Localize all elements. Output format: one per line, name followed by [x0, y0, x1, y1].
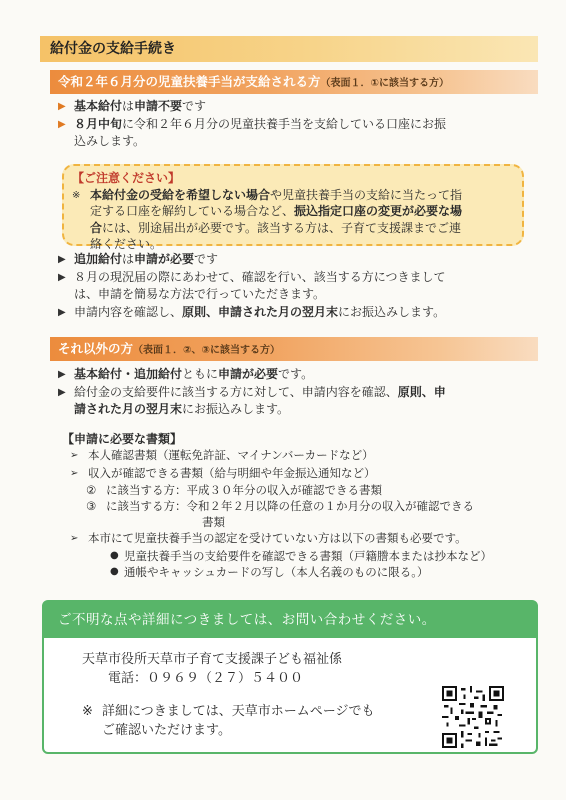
triangle-right-icon: ▶: [58, 386, 66, 398]
section-heading-text: 令和２年６月分の児童扶養手当が支給される方: [58, 74, 321, 89]
caution-box: [62, 164, 524, 251]
case-number: ②: [86, 483, 97, 497]
doc-item-id: ➢ 本人確認書類（運転免許証、マイナンバーカードなど）: [70, 447, 540, 465]
office-name: 天草市役所天草市子育て支援課子ども福祉係: [82, 652, 343, 667]
doc-item-income: ➢ 収入が確認できる書類（給与明細や年金振込通知など）: [70, 465, 540, 483]
phone-number: 電話：０９６９（２７）５４００: [108, 671, 304, 686]
website-note: ※ 詳細につきましては、天草市ホームページでも ご確認いただけます。: [82, 704, 375, 738]
section1-list-top: [58, 98, 532, 151]
list-item-payout-date: ▶ ８月中旬に令和２年６月分の児童扶養手当を支給している口座にお振 込みします。: [58, 116, 447, 148]
triangle-right-icon: ▶: [58, 254, 66, 265]
qr-code-icon[interactable]: [442, 686, 504, 748]
documents-list: [70, 447, 540, 580]
section-heading-note: （表面１．①に該当する方）: [320, 78, 449, 89]
triangle-right-icon: ▶: [58, 271, 66, 283]
list-item-august-review: ▶ ８月の現況届の際にあわせて、確認を行い、該当する方につきまして は、申請を簡易な方法で行っていただきます。: [58, 269, 446, 301]
section-heading-june-recipients: [50, 70, 538, 94]
triangle-right-icon: ▶: [58, 306, 66, 318]
doc-item-case3: ③ に該当する方：令和２年２月以降の任意の１か月分の収入が確認できる 書類: [86, 499, 474, 529]
case-number: ③: [86, 499, 97, 513]
arrow-right-icon: ➢: [70, 450, 79, 461]
doc-item-other: ➢ 本市にて児童扶養手当の認定を受けていない方は以下の書類も必要です。: [70, 530, 540, 548]
section-heading-text: それ以外の方: [58, 341, 134, 356]
doc-item-case2: ② に該当する方：平成３０年分の収入が確認できる書類: [86, 483, 382, 497]
triangle-right-icon: ▶: [58, 101, 66, 112]
contact-box: [42, 600, 538, 754]
asterisk-mark: ※: [82, 704, 93, 719]
triangle-right-icon: ▶: [58, 118, 66, 130]
asterisk-mark: ※: [72, 189, 81, 201]
black-circle-icon: ●: [110, 549, 119, 561]
doc-item-bankbook: ● 通帳やキャッシュカードの写し（本人名義のものに限る。）: [110, 564, 429, 579]
documents-header: 【申請に必要な書類】: [62, 432, 183, 446]
section1-list-bottom: [58, 251, 532, 321]
list-item-additional-benefit: ▶ 追加給付は申請が必要です: [58, 251, 532, 269]
caution-header: 【ご注意ください】: [72, 171, 181, 185]
section-heading-note: （表面１．②、③に該当する方）: [133, 345, 280, 356]
caution-text: ※ 本給付金の受給を希望しない場合や児童扶養手当の支給に当たって指 定する口座を解約している場合など、振込指定口座の変更が必要な場 合には、別途届出が必要です。該当する方は、子育て支援課までご連 絡ください。: [72, 187, 463, 251]
triangle-right-icon: ▶: [58, 369, 66, 380]
contact-body: [82, 650, 374, 740]
list-item-eligible-payment: ▶ 給付金の支給要件に該当する方に対して、申請内容を確認、原則、申 請された月の翌月末にお振込みします。: [58, 384, 446, 416]
page-title: 給付金の支給手続き: [40, 36, 538, 62]
contact-header: ご不明な点や詳細につきましては、お問い合わせください。: [44, 602, 536, 638]
section-heading-others: [50, 337, 538, 361]
black-circle-icon: ●: [110, 565, 119, 577]
section2-list: [58, 366, 532, 419]
arrow-right-icon: ➢: [70, 467, 79, 479]
list-item-basic-benefit: ▶ 基本給付は申請不要です: [58, 98, 532, 116]
arrow-right-icon: ➢: [70, 533, 79, 544]
doc-item-requirement: ● 児童扶養手当の支給要件を確認できる書類（戸籍謄本または抄本など）: [110, 548, 492, 563]
list-item-both-benefits: ▶ 基本給付・追加給付ともに申請が必要です。: [58, 366, 532, 384]
list-item-confirm-payment: ▶ 申請内容を確認し、原則、申請された月の翌月末にお振込みします。: [58, 304, 532, 322]
